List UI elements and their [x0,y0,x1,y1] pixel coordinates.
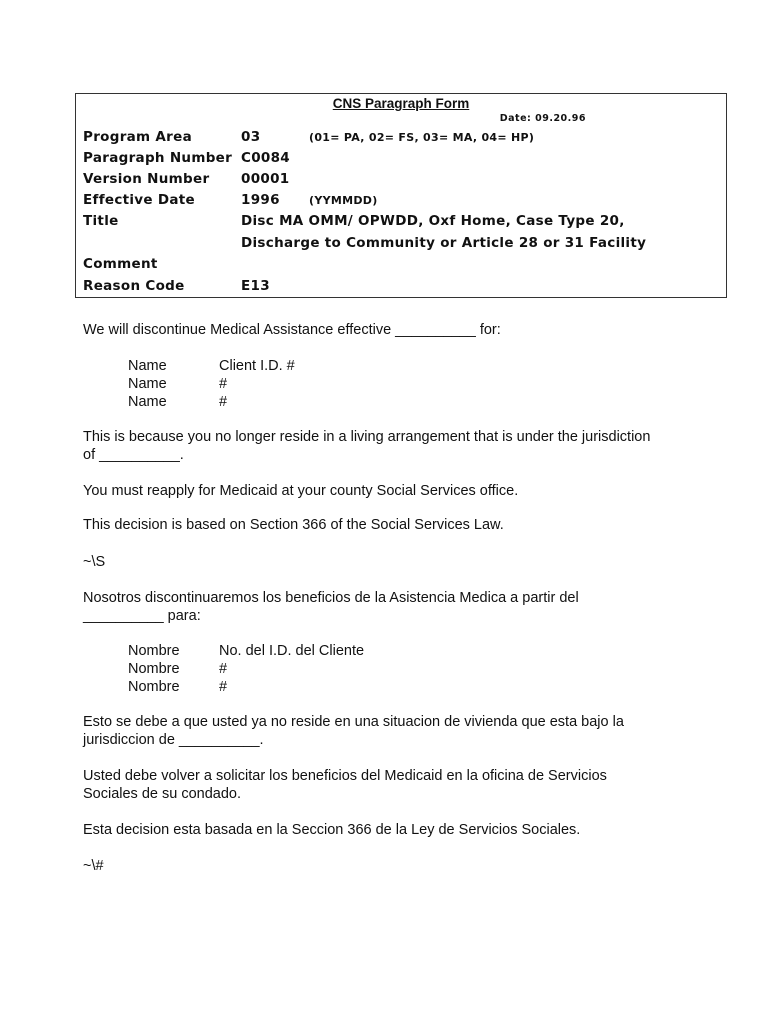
version-number-label: Version Number [83,171,210,187]
program-area-note: (01= PA, 02= FS, 03= MA, 04= HP) [309,131,535,144]
list-item: # [219,661,228,677]
form-title: CNS Paragraph Form [332,96,470,111]
program-area-value: 03 [241,129,261,145]
title-label: Title [83,213,119,229]
version-number-value: 00001 [241,171,290,187]
effective-date-value: 1996 [241,192,280,208]
spanish-reason-line1: Esto se debe a que usted ya no reside en una situacion de vivienda que esta bajo la [83,714,624,730]
spanish-reason-line2: jurisdiccion de __________. [83,732,264,748]
paragraph-number-label: Paragraph Number [83,150,233,166]
form-header-box [75,93,727,298]
title-value-line1: Disc MA OMM/ OPWDD, Oxf Home, Case Type 20, [241,213,625,229]
list-item: Name [128,358,167,374]
reason-code-value: E13 [241,278,270,294]
list-item: Nombre [128,643,180,659]
spanish-intro-line2: __________ para: [83,608,201,624]
english-intro: We will discontinue Medical Assistance effective __________ for: [83,322,501,338]
list-item: # [219,679,228,695]
spanish-name-list [128,642,180,696]
list-item: # [219,376,228,392]
english-id-list [219,357,295,411]
form-date: Date: 09.20.96 [499,113,586,124]
program-area-label: Program Area [83,129,192,145]
list-item: Nombre [128,661,180,677]
english-marker: ~\S [83,554,106,570]
list-item: Nombre [128,679,180,695]
english-basis: This decision is based on Section 366 of the Social Services Law. [83,517,504,533]
effective-date-label: Effective Date [83,192,195,208]
list-item: Name [128,394,167,410]
spanish-marker: ~\# [83,858,104,874]
paragraph-number-value: C0084 [241,150,290,166]
spanish-reapply-line2: Sociales de su condado. [83,786,241,802]
spanish-intro-line1: Nosotros discontinuaremos los beneficios de la Asistencia Medica a partir del [83,590,579,606]
english-reapply: You must reapply for Medicaid at your county Social Services office. [83,483,519,499]
english-reason-line1: This is because you no longer reside in a living arrangement that is under the jurisdiction [83,429,651,445]
list-item: # [219,394,228,410]
list-item: No. del I.D. del Cliente [219,643,365,659]
english-name-list [128,357,167,411]
english-reason-line2: of __________. [83,447,184,463]
list-item: Client I.D. # [219,358,295,374]
spanish-basis: Esta decision esta basada en la Seccion 366 de la Ley de Servicios Sociales. [83,822,581,838]
title-value-line2: Discharge to Community or Article 28 or 31 Facility [241,235,647,251]
effective-date-note: (YYMMDD) [309,194,378,207]
reason-code-label: Reason Code [83,278,185,294]
comment-label: Comment [83,256,158,272]
list-item: Name [128,376,167,392]
spanish-id-list [219,642,364,696]
spanish-reapply-line1: Usted debe volver a solicitar los beneficios del Medicaid en la oficina de Servicios [83,768,607,784]
